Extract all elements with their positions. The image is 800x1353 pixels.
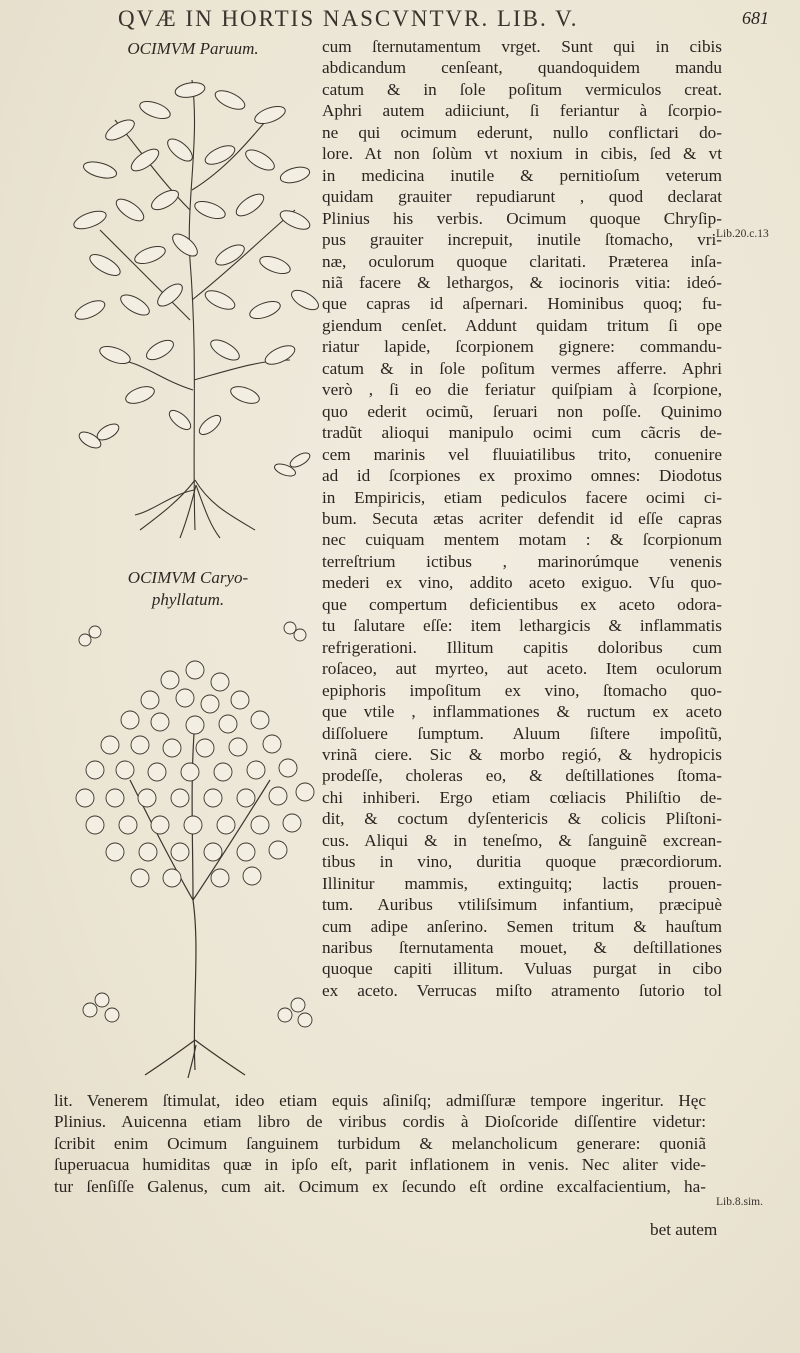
text-line: naribus ſternutamenta mouet, & deſtillationes — [322, 938, 722, 958]
text-line: ad id ſcorpiones ex proximo omnes: Diodotus — [322, 466, 722, 486]
margin-note: Lib.20.c.13 — [716, 228, 769, 240]
text-line: verò , ſi eo die feriatur quiſpiam à ſcorpione, — [322, 380, 722, 400]
text-line: cum ſternutamentum vrget. Sunt qui in cibis — [322, 37, 722, 56]
text-line: quo ederit ocimũ, ſeruari non poſſe. Quinimo — [322, 401, 722, 421]
text-line: tibus in vino, duritia quoque præcordiorum. — [322, 852, 722, 872]
running-head: QVÆ IN HORTIS NASCVNTVR. LIB. V. — [118, 6, 579, 31]
text-line: vrinã ciere. Sic & morbo regió, & hydropicis — [322, 744, 722, 764]
text-line: diſſoluere ſumptum. Aluum ſiſtere impoſitũ, — [322, 723, 722, 743]
text-line: que compertum deficientibus ex aceto odora- — [322, 594, 722, 614]
plant-caption-paruum: OCIMVM Paruum. — [127, 39, 259, 58]
page-number: 681 — [742, 8, 769, 28]
text-line: riatur lapide, ſcorpionem gignere: commandu- — [322, 337, 722, 357]
text-line: næ, oculorum quoque claritati. Præterea inſa- — [322, 251, 722, 271]
text-line: quoque capiti illitum. Vuluas purgat in cibo — [322, 959, 722, 979]
text-line: catum & in ſole poſitum vermiculos creat. — [322, 79, 722, 99]
text-line: Aphri autem adiiciunt, ſi feriantur à ſcorpio- — [322, 101, 722, 121]
text-line: refrigerationi. Illitum capitis doloribus cum — [322, 637, 722, 657]
text-line: in medicina inutile & pernitioſum veterum — [322, 165, 722, 185]
text-line: bum. Secuta ætas acriter defendit id eſſe capras — [322, 508, 722, 528]
catchword-line: bet autem — [650, 1220, 718, 1239]
text-line: roſaceo, aut myrteo, aut aceto. Item oculorum — [322, 659, 722, 679]
text-line: tum. Auribus vtiliſsimum infantium, præcipuè — [322, 895, 722, 915]
text-line: tradũt alioqui manipulo ocimi cum cãcris de- — [322, 423, 722, 443]
full-width-text-block — [54, 1090, 706, 1197]
text-line: Plinius his verbis. Ocimum quoque Chryſip- — [322, 208, 722, 228]
text-line: que vtile , inflammationes & ructum ex aceto — [322, 702, 722, 722]
text-line: Plinius. Auicenna etiam libro de viribus cordis à Dioſcoride diſſentire videtur: — [54, 1112, 706, 1132]
text-line: ſcribit enim Ocimum ſanguinem turbidum & melancholicum generare: quoniã — [54, 1133, 706, 1153]
caption-line: OCIMVM Caryo- — [127, 568, 249, 587]
text-line: niã facere & lethargos, & iocinoris vitia: ideó- — [322, 272, 722, 292]
text-line: ex aceto. Verrucas miſto atramento ſutorio tol — [322, 980, 722, 1000]
caption-line: phyllatum. — [151, 590, 225, 609]
text-line: dit, & coctum dyſentericis & colicis Pliſtoni- — [322, 809, 722, 829]
text-line: lit. Venerem ſtimulat, ideo etiam equis aſiniſq; admiſſuræ tempore ingeritur. Hęc — [54, 1091, 706, 1110]
margin-note: Lib.8.sim. — [716, 1196, 763, 1208]
text-line: Illinitur mammis, extinguitq; lactis prouen- — [322, 873, 722, 893]
text-line: tur ſenſiſſe Galenus, cum ait. Ocimum ex ſecundo eſt ordine excalfacientium, ha- — [54, 1176, 706, 1196]
text-line: abdicandum cenſeant, quandoquidem mandu — [322, 58, 722, 78]
text-line: mederi ex vino, addito aceto exiguo. Vſu quo- — [322, 573, 722, 593]
text-line: catum & in ſole poſitum vermes afferre. Aphri — [322, 358, 722, 378]
text-line: epiphoris impoſitum ex vino, ſtomacho quo- — [322, 680, 722, 700]
plant-caption-caryophyllatum — [88, 567, 288, 611]
main-text-column — [322, 36, 722, 1001]
basil-small-woodcut-icon — [60, 60, 325, 540]
text-line: que capras id aſpernari. Hominibus quoq; fu- — [322, 294, 722, 314]
text-line: chi inhiberi. Ergo etiam cœliacis Philiſtio de- — [322, 787, 722, 807]
text-line: terreſtrium ictibus , marinorúmque venenis — [322, 551, 722, 571]
basil-clove-woodcut-icon — [60, 620, 325, 1080]
text-line: ne qui ocimum ederunt, nullo conflictari do- — [322, 122, 722, 142]
text-line: lore. At non ſolùm vt noxium in cibis, ſed & vt — [322, 144, 722, 164]
text-line: ſuperuacua humiditas quæ in ipſo eſt, parit inflationem in venis. Nec aliter vide- — [54, 1155, 706, 1175]
text-line: quidam grauiter repudiarunt , quod declarat — [322, 187, 722, 207]
text-line: cum adipe anſerino. Semen tritum & hauſtum — [322, 916, 722, 936]
text-line: giendum cenſet. Addunt quidam tritum ſi ope — [322, 315, 722, 335]
text-line: cus. Aliqui & in teneſmo, & ſanguinẽ excrean- — [322, 830, 722, 850]
text-line: pus grauiter increpuit, inutile ſtomacho, vri- — [322, 230, 722, 250]
text-line: cem marinis vel fluuiatilibus trito, conuenire — [322, 444, 722, 464]
text-line: nec cuiquam mentem motam : & ſcorpionum — [322, 530, 722, 550]
text-line: tu ſalutare eſſe: item lethargicis & inflammatis — [322, 616, 722, 636]
text-line: prodeſſe, choleras eo, & deſtillationes ſtoma- — [322, 766, 722, 786]
text-line: in Empiricis, etiam pediculos facere ocimi ci- — [322, 487, 722, 507]
